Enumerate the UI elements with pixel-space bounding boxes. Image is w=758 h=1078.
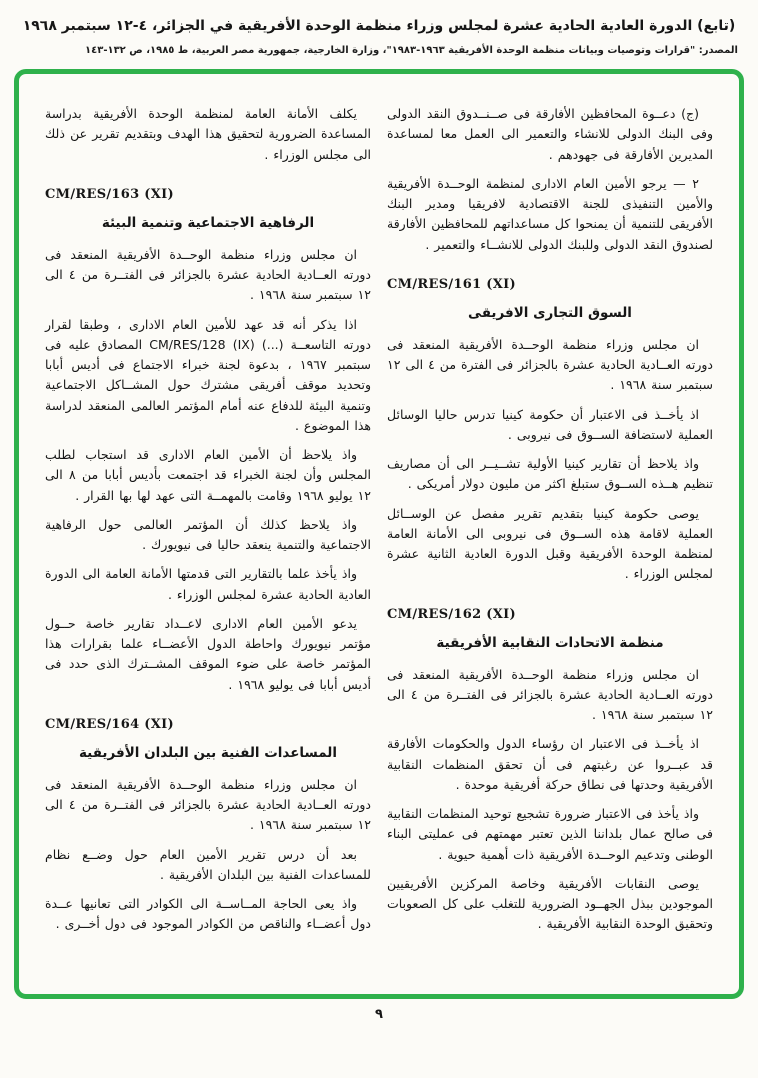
paragraph: ان مجلس وزراء منظمة الوحــدة الأفريقية المنعقد فى دورته العــادية الحادية عشرة بالجزائر فى الفتــرة من ٤ الى ١٢ سبتمبر سنة ١٩٦٨ .: [387, 666, 713, 722]
header-title: (تابع) الدورة العادية الحادية عشرة لمجلس وزراء منظمة الوحدة الأفريقية في الجزائر، ٤-١٢ سبتمبر ١٩٦٨: [22, 18, 736, 34]
section-title: الرفاهية الاجتماعية وتنمية البيئة: [101, 214, 315, 231]
paragraph: ان مجلس وزراء منظمة الوحــدة الأفريقية المنعقد فى دورته العــادية الحادية عشرة بالجزائر فى الفتــرة من ٤ الى ١٢ سبتمبر سنة ١٩٦٨ .: [45, 776, 371, 833]
section-title: السوق التجارى الافريقى: [468, 304, 632, 321]
paragraph: يوصى النقابات الأفريقية وخاصة المركزين الأفريقيين الموجودين ببذل الجهــود الضرورية للتغلب على كل الصعوبات وتحقيق الوحدة النقابية الأفريقية .: [387, 875, 713, 932]
paragraph: واذ يأخذ فى الاعتبار ضرورة تشجيع توحيد المنظمات النقابية فى صالح عمال بلداننا الذين تعتبر مهمتهم فى عمليتى البناء الوطنى وتدعيم الوحــدة الأفريقية ذات أهمية حيوية .: [386, 806, 713, 862]
paragraph: يوصى حكومة كينيا بتقديم تقرير مفصل عن الوســائل العملية لاقامة هذه الســوق فى نيروبى الى الأمانة العامة لمنظمة الوحدة الأفريقية وقبل الدورة العادية الثانية عشرة لمجلس الوزراء .: [387, 505, 713, 582]
document-header: [0, 0, 758, 58]
paragraph: ان مجلس وزراء منظمة الوحــدة الأفريقية المنعقد فى دورته العــادية الحادية عشرة بالجزائر فى الفتــرة من ٤ الى ١٢ سبتمبر سنة ١٩٦٨ .: [45, 246, 371, 303]
content-frame: [14, 69, 744, 999]
paragraph: بعد أن درس تقرير الأمين العام حول وضــع نظام للمساعدات الفنية بين البلدان الأفريقية .: [45, 846, 371, 882]
paragraph: واذ يلاحظ أن تقارير كينيا الأولية تشــيــر الى أن مصاريف تنظيم هــذه الســوق ستبلغ اكثر من مليون دولار أمريكى .: [387, 456, 713, 492]
paragraph: يدعو الأمين العام الادارى لاعــداد تقارير خاصة حــول مؤتمر نيويورك واحاطة الدول الأعضــاء علما بقرارات هذا المؤتمر خاصة على ضوء الموقف المشــترك الذى حدد فى أديس أبابا فى يوليو ١٩٦٨ .: [45, 615, 371, 692]
page-number: ٩: [375, 1007, 383, 1022]
resolution-code: CM/RES/162 (XI): [387, 606, 516, 622]
paragraph: واذ يلاحظ أن الأمين العام الادارى قد استجاب لطلب المجلس وأن لجنة الخبراء قد اجتمعت بأديس أبابا من ٨ الى ١٢ يوليو ١٩٦٨ وقامت بالمهمــة التى عهد لها بها القرار .: [45, 447, 371, 503]
column-right: [387, 104, 713, 944]
paragraph: يكلف الأمانة العامة لمنظمة الوحدة الأفريقية بدراسة المساعدة الضرورية لتحقيق هذا الهدف وبتقديم تقرير عن ذلك الى مجلس الوزراء .: [45, 106, 371, 162]
two-column-layout: [45, 104, 713, 944]
paragraph: (ج) دعــوة المحافظين الأفارقة فى صــنــدوق النقد الدولى وفى البنك الدولى للانشاء والتعمير الى العمل معا لمساعدة المديرين الأفارقة فى جهودهم .: [387, 106, 713, 162]
resolution-code: CM/RES/163 (XI): [45, 186, 174, 202]
paragraph: واذ يلاحظ كذلك أن المؤتمر العالمى حول الرفاهية الاجتماعية والتنمية ينعقد حاليا فى نيويورك .: [45, 516, 371, 552]
header-source-line: المصدر: "قرارات وتوصيات وبيانات منظمة الوحدة الأفريقية ١٩٦٣-١٩٨٣"، وزارة الخارجية، جمهورية مصر العربية، ط ١٩٨٥، ص ١٣٢-١٤٣: [85, 45, 738, 56]
paragraph: واذ يأخذ علما بالتقارير التى قدمتها الأمانة العامة الى الدورة العادية الحادية عشرة لمجلس الوزراء .: [45, 566, 371, 602]
resolution-code: CM/RES/161 (XI): [387, 276, 516, 292]
paragraph: ٢ — يرجو الأمين العام الادارى لمنظمة الوحــدة الأفريقية والأمين التنفيذى للجنة الاقتصادية لافريقيا ومدير البنك الأفريقى للتنمية أن يمنحوا كل مساعداتهم للمحافظين الأفارقة لصندوق النقد الدولى وللبنك الدولى للانشــاء والتعمير .: [387, 175, 713, 252]
resolution-code: CM/RES/164 (XI): [45, 716, 174, 732]
section-title: منظمة الاتحادات النقابية الأفريقية: [436, 634, 664, 651]
paragraph: اذ يأخــذ فى الاعتبار أن حكومة كينيا تدرس حاليا الوسائل العملية لاستضافة الســوق فى نيروبى .: [387, 406, 713, 442]
paragraph: اذا يذكر أنه قد عهد للأمين العام الادارى ، وطبقا لقرار دورته التاسعــة (...) CM/RES/128 (IX) المصادق عليه فى سبتمبر ١٩٦٧ ، بدعوة لجنة خبراء الاجتماع فى أديس أبابا وتحديد موقف أفريقى مشترك حول المشــاكل الاجتماعية وتنمية البيئة للدفاع عنه أمام المؤتمر العالمى المنعقد لدراسة هذا الموضوع .: [45, 316, 372, 433]
section-title: المساعدات الفنية بين البلدان الأفريقية: [79, 744, 337, 761]
column-left: [45, 104, 371, 944]
paragraph: اذ يأخــذ فى الاعتبار ان رؤساء الدول والحكومات الأفارقة قد عبــروا عن رغبتهم فى أن تحقق المنظمات النقابية الأفريقية وحدتها فى نطاق حركة أفريقية موحدة .: [387, 736, 713, 792]
paragraph: واذ يعى الحاجة المــاســة الى الكوادر التى تعانيها عــدة دول أعضــاء والناقص من الكوادر الموجود فى دول أخــرى .: [45, 896, 371, 932]
paragraph: ان مجلس وزراء منظمة الوحــدة الأفريقية المنعقد فى دورته العــادية الحادية عشرة بالجزائر فى الفترة من ٤ الى ١٢ سبتمبر سنة ١٩٦٨ .: [387, 336, 713, 393]
